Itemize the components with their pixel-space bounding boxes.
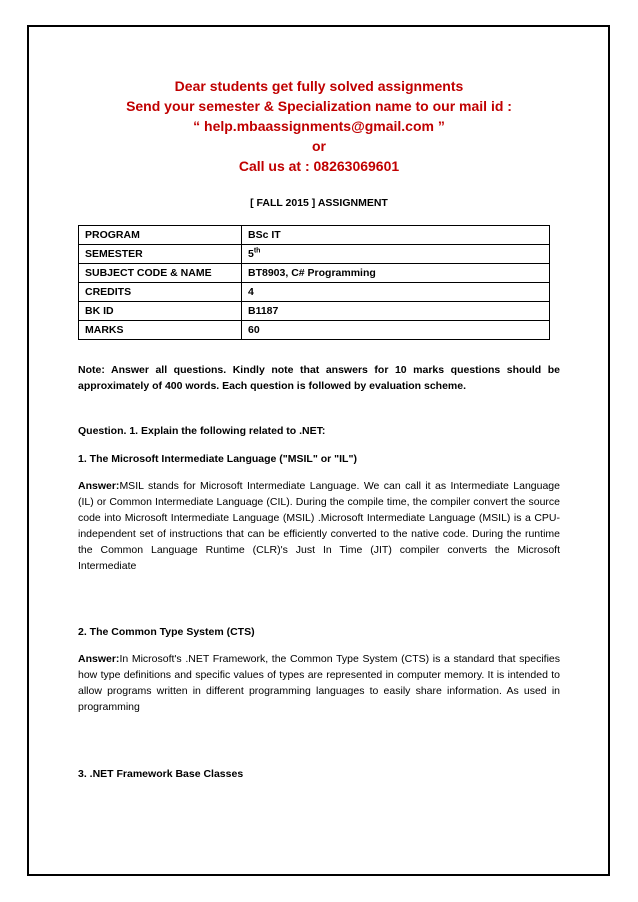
cell-label: PROGRAM <box>79 226 242 245</box>
table-row <box>79 245 550 264</box>
cell-label: CREDITS <box>79 283 242 302</box>
answer-text: In Microsoft's .NET Framework, the Common Type System (CTS) is a standard that specifies how type definitions and specific values of types are represented in computer memory. It is intended to allow programs written in different programming languages to easily share information. As used in programming <box>78 653 560 713</box>
cell-label: MARKS <box>79 321 242 340</box>
sub-question-1-answer <box>78 478 560 574</box>
table-row <box>79 226 550 245</box>
answer-text: MSIL stands for Microsoft Intermediate Language. We can call it as Intermediate Language (IL) or Common Intermediate Language (CIL). During the compile time, the compiler convert the source code into Microsoft Intermediate Language (MSIL) .Microsoft Intermediate Language (MSIL) is a CPU-independent set of instructions that can be efficiently converted to the native code. During the runtime the Common Language Runtime (CLR)'s Just In Time (JIT) compiler converts the Microsoft Intermediate <box>78 480 560 572</box>
sub-question-3-heading: 3. .NET Framework Base Classes <box>78 768 244 780</box>
sub-question-2-answer <box>78 651 560 715</box>
cell-value: B1187 <box>242 302 550 321</box>
cell-label: SEMESTER <box>79 245 242 264</box>
answer-label: Answer: <box>78 480 120 492</box>
answer-label: Answer: <box>78 653 120 665</box>
cell-value: BT8903, C# Programming <box>242 264 550 283</box>
table-row <box>79 264 550 283</box>
header-line-1: Dear students get fully solved assignments <box>174 78 464 94</box>
promo-header <box>0 76 638 176</box>
info-table <box>78 225 550 340</box>
header-line-2: Send your semester & Specialization name to our mail id : <box>126 98 512 114</box>
table-row <box>79 302 550 321</box>
question-1-title: Question. 1. Explain the following related to .NET: <box>78 425 326 437</box>
semester-number: 5 <box>248 248 254 260</box>
cell-label: SUBJECT CODE & NAME <box>79 264 242 283</box>
assignment-title: [ FALL 2015 ] ASSIGNMENT <box>250 197 388 209</box>
table-row <box>79 321 550 340</box>
header-line-4: or <box>312 138 326 154</box>
note-text: Note: Answer all questions. Kindly note that answers for 10 marks questions should be approximately of 400 words. Each question is followed by evaluation scheme. <box>78 364 560 392</box>
cell-value <box>242 245 550 264</box>
semester-suffix: th <box>253 247 261 255</box>
header-line-5: Call us at : 08263069601 <box>238 158 400 174</box>
cell-value: 60 <box>242 321 550 340</box>
cell-label: BK ID <box>79 302 242 321</box>
sub-question-1-heading: 1. The Microsoft Intermediate Language ("MSIL" or "IL") <box>78 453 357 465</box>
cell-value: BSc IT <box>242 226 550 245</box>
sub-question-2-heading: 2. The Common Type System (CTS) <box>78 626 255 638</box>
table-row <box>79 283 550 302</box>
cell-value: 4 <box>242 283 550 302</box>
header-line-3: “ help.mbaassignments@gmail.com ” <box>193 118 445 134</box>
